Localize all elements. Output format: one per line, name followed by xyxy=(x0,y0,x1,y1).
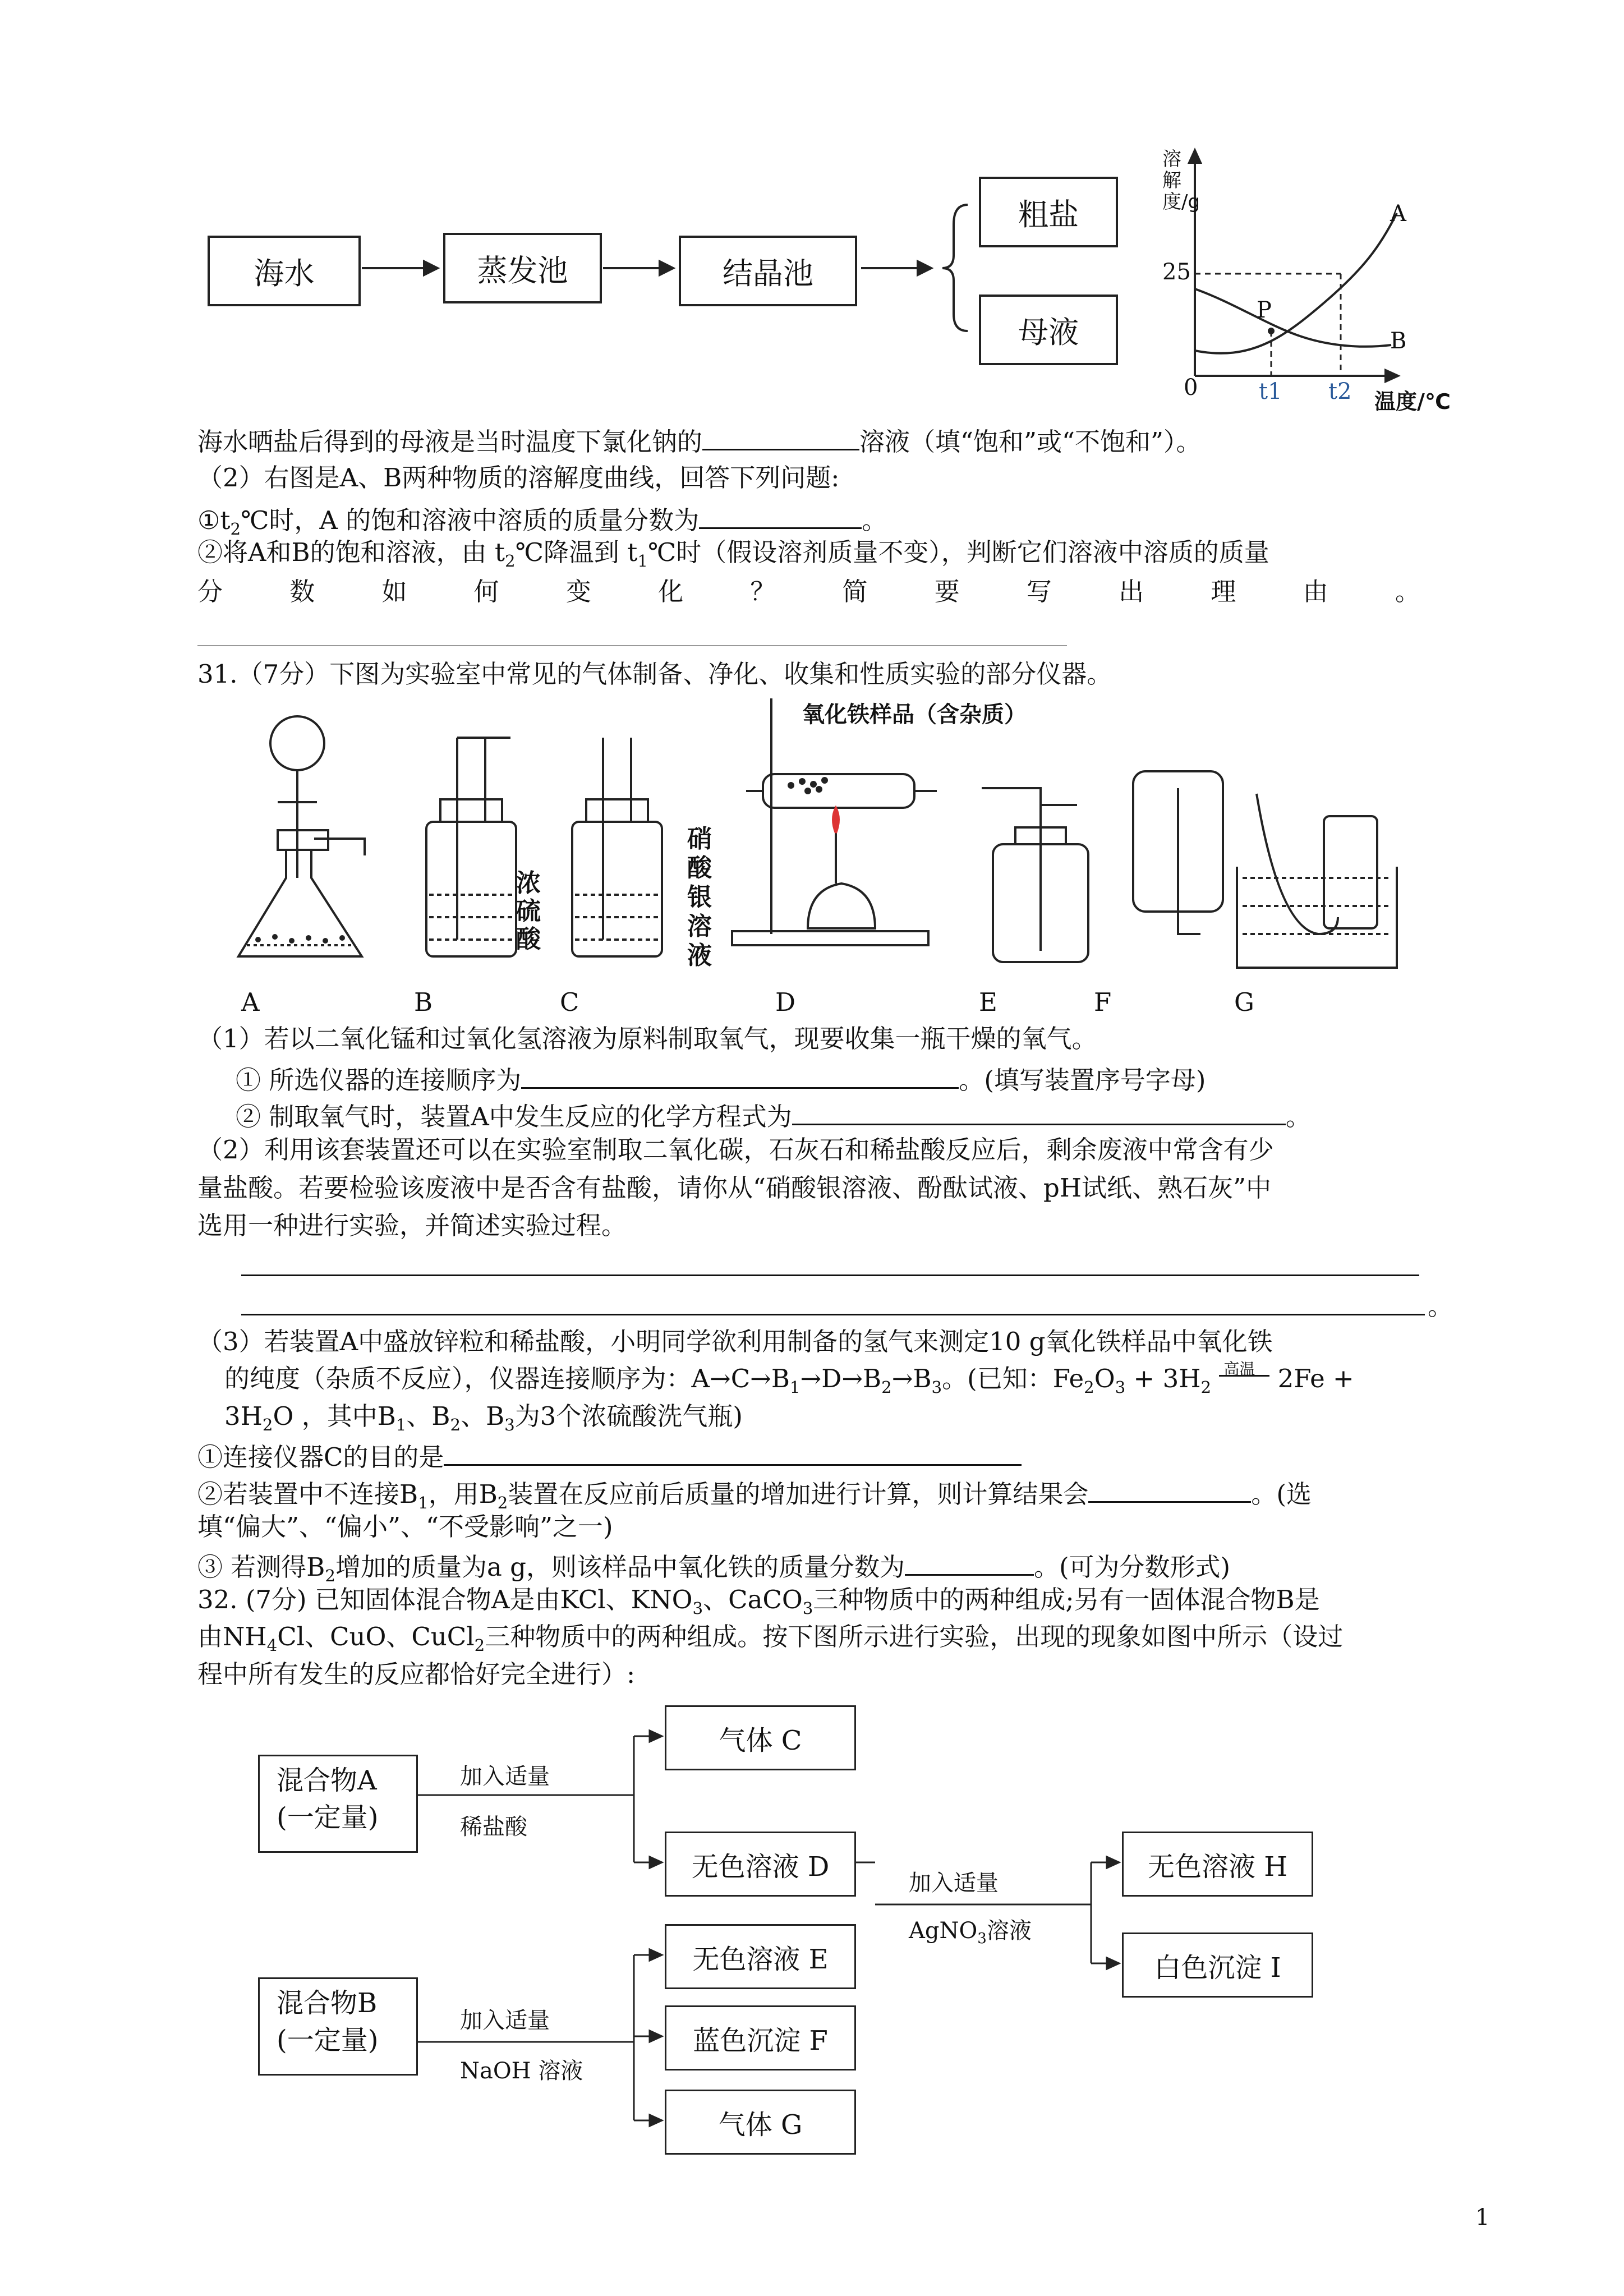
flow2-solution-h: 无色溶液 H xyxy=(1122,1832,1313,1897)
q31-title: 31.（7分）下图为实验室中常见的气体制备、净化、收集和性质实验的部分仪器。 xyxy=(197,659,1112,689)
answer-line[interactable] xyxy=(197,645,1067,646)
graph-xlabel: 温度/℃ xyxy=(1374,389,1451,414)
q30-line5: 分 数 如 何 变 化 ？ 简 要 写 出 理 由 。 xyxy=(197,577,1420,606)
q31-p3-q2: ②若装置中不连接$B_1$，用$B_2$装置在反应前后质量的增加进行计算，则计算结果会 。(选 xyxy=(197,1474,1312,1520)
q31-p2-l1: （2）利用该套装置还可以在实验室制取二氧化碳，石灰石和稀盐酸反应后，剩余废液中常含有少 xyxy=(197,1135,1274,1165)
answer-blank[interactable] xyxy=(792,1097,1286,1125)
q31-p1-1: ① 所选仪器的连接顺序为 。(填写装置序号字母) xyxy=(236,1060,1206,1097)
q30-line4: ②将A和B的饱和溶液，由 $t_2℃$降温到 $t_1℃$时（假设溶剂质量不变），判断它们溶液中溶质的质量 xyxy=(197,537,1269,570)
flow-box-crystallization-pond: 结晶池 xyxy=(679,236,857,306)
apparatus-label-g: G xyxy=(1234,987,1254,1017)
flow2-add-label-2: 加入适量 xyxy=(909,1870,999,1896)
q31-p3-q1: ①连接仪器C的目的是 xyxy=(197,1437,1022,1474)
apparatus-label-f: F xyxy=(1094,987,1112,1017)
flow2-solution-e: 无色溶液 E xyxy=(665,1924,856,1989)
graph-label-a: A xyxy=(1390,201,1406,227)
flow2-precipitate-f: 蓝色沉淀 F xyxy=(665,2005,856,2070)
reaction-condition: 高温 xyxy=(1223,1360,1255,1378)
q31-p2-l3: 选用一种进行实验，并简述实验过程。 xyxy=(197,1211,627,1240)
curve-a xyxy=(1195,213,1397,353)
apparatus-label-a: A xyxy=(241,987,260,1017)
reagent-label-c: 硝酸银溶液 xyxy=(687,825,712,970)
graph-xtick-t2: t2 xyxy=(1328,379,1352,404)
flow2-mixture-b: 混合物B (一定量) xyxy=(258,1977,418,2076)
answer-blank[interactable] xyxy=(521,1060,959,1089)
funnel-bulb xyxy=(270,716,324,770)
graph-xtick-t1: t1 xyxy=(1259,379,1282,404)
q30-line2: （2）右图是A、B两种物质的溶解度曲线，回答下列问题: xyxy=(197,463,840,493)
answer-blank[interactable] xyxy=(1088,1474,1251,1503)
answer-line[interactable] xyxy=(241,1314,1425,1315)
q31-p2-end: 。 xyxy=(1428,1291,1453,1321)
flow2-gas-c: 气体 C xyxy=(665,1705,856,1770)
q31-p3-l2: 的纯度（杂质不反应），仪器连接顺序为：$A\to C\to B_1\to D\to B_2\to B_3$。(已知：$Fe_2O_3 + 3H_2$ 高温 2Fe + xyxy=(224,1362,1354,1404)
apparatus-label-c: C xyxy=(560,987,579,1017)
flow2-precipitate-i: 白色沉淀 I xyxy=(1122,1932,1313,1998)
answer-blank[interactable] xyxy=(702,422,859,450)
solubility-graph xyxy=(1156,140,1447,415)
apparatus-label-d: D xyxy=(775,987,796,1017)
q31-p1-2: ② 制取氧气时，装置A中发生反应的化学方程式为 。 xyxy=(236,1097,1311,1134)
q31-p3-l3: $3H_2O$ ，其中$B_1$、$B_2$、$B_3$为3个浓硫酸洗气瓶) xyxy=(224,1401,743,1434)
flow2-reagent-agno3: AgNO$_3$溶液 xyxy=(909,1918,1032,1947)
q30-line1: 海水晒盐后得到的母液是当时温度下氯化钠的 溶液（填“饱和”或“不饱和”）。 xyxy=(197,422,1202,459)
answer-blank[interactable] xyxy=(905,1547,1034,1576)
flow-box-crude-salt: 粗盐 xyxy=(979,177,1118,247)
answer-blank[interactable] xyxy=(699,500,862,529)
q32-l2: 由$NH_4Cl$、CuO、CuCl$_2$三种物质中的两种组成。按下图所示进行实验，出现的现象如图中所示（设过 xyxy=(197,1622,1344,1655)
answer-blank[interactable] xyxy=(444,1437,1022,1466)
flow-box-evaporation-pond: 蒸发池 xyxy=(443,233,602,303)
flow-box-seawater: 海水 xyxy=(208,236,361,306)
flow2-reagent-naoh: NaOH 溶液 xyxy=(460,2058,583,2084)
q32-l1: 32. (7分) 已知固体混合物A是由KCl、$KNO_3$、CaCO$_3$三种物质中的两种组成;另有一固体混合物B是 xyxy=(197,1585,1320,1618)
flow2-add-label-3: 加入适量 xyxy=(460,2008,550,2033)
flow2-add-label-1: 加入适量 xyxy=(460,1764,550,1789)
graph-label-b: B xyxy=(1390,328,1407,354)
q31-p3-q2-l2: 填“偏大”、“偏小”、“不受影响”之一) xyxy=(197,1512,613,1542)
q31-p1: （1）若以二氧化锰和过氧化氢溶液为原料制取氧气，现要收集一瓶干燥的氧气。 xyxy=(197,1024,1097,1053)
curve-b xyxy=(1195,289,1391,347)
q30-line3: $①t_2℃$时，A 的饱和溶液中溶质的质量分数为 。 xyxy=(197,500,887,546)
lab-apparatus-figure xyxy=(224,693,1487,990)
apparatus-label-e: E xyxy=(979,987,997,1017)
reagent-label-b: 浓硫酸 xyxy=(516,869,541,954)
page-number: 1 xyxy=(1475,2205,1490,2230)
apparatus-label-b: B xyxy=(414,987,433,1017)
answer-line[interactable] xyxy=(241,1274,1419,1276)
q31-p3-l1: （3）若装置A中盛放锌粒和稀盐酸，小明同学欲利用制备的氢气来测定10 g氧化铁样品中氧化铁 xyxy=(197,1327,1273,1356)
q31-p2-l2: 量盐酸。若要检验该废液中是否含有盐酸，请你从“硝酸银溶液、酚酞试液、pH试纸、熟石灰”中 xyxy=(197,1173,1272,1203)
flow2-gas-g: 气体 G xyxy=(665,2090,856,2155)
flow2-solution-d: 无色溶液 D xyxy=(665,1832,856,1897)
graph-ylabel: 溶解度/g xyxy=(1162,148,1200,213)
flow2-reagent-hcl: 稀盐酸 xyxy=(460,1814,527,1840)
graph-origin: 0 xyxy=(1184,375,1198,401)
q31-p3-q3: ③ 若测得$B_2$增加的质量为a g，则该样品中氧化铁的质量分数为 。(可为分数形式) xyxy=(197,1547,1230,1593)
graph-ytick-25: 25 xyxy=(1162,259,1191,285)
sample-label: 氧化铁样品（含杂质） xyxy=(802,702,1027,728)
flow-box-mother-liquor: 母液 xyxy=(979,295,1118,365)
flow2-mixture-a: 混合物A (一定量) xyxy=(258,1755,418,1853)
graph-label-p: P xyxy=(1257,297,1272,323)
q32-l3: 程中所有发生的反应都恰好完全进行）: xyxy=(197,1659,636,1689)
